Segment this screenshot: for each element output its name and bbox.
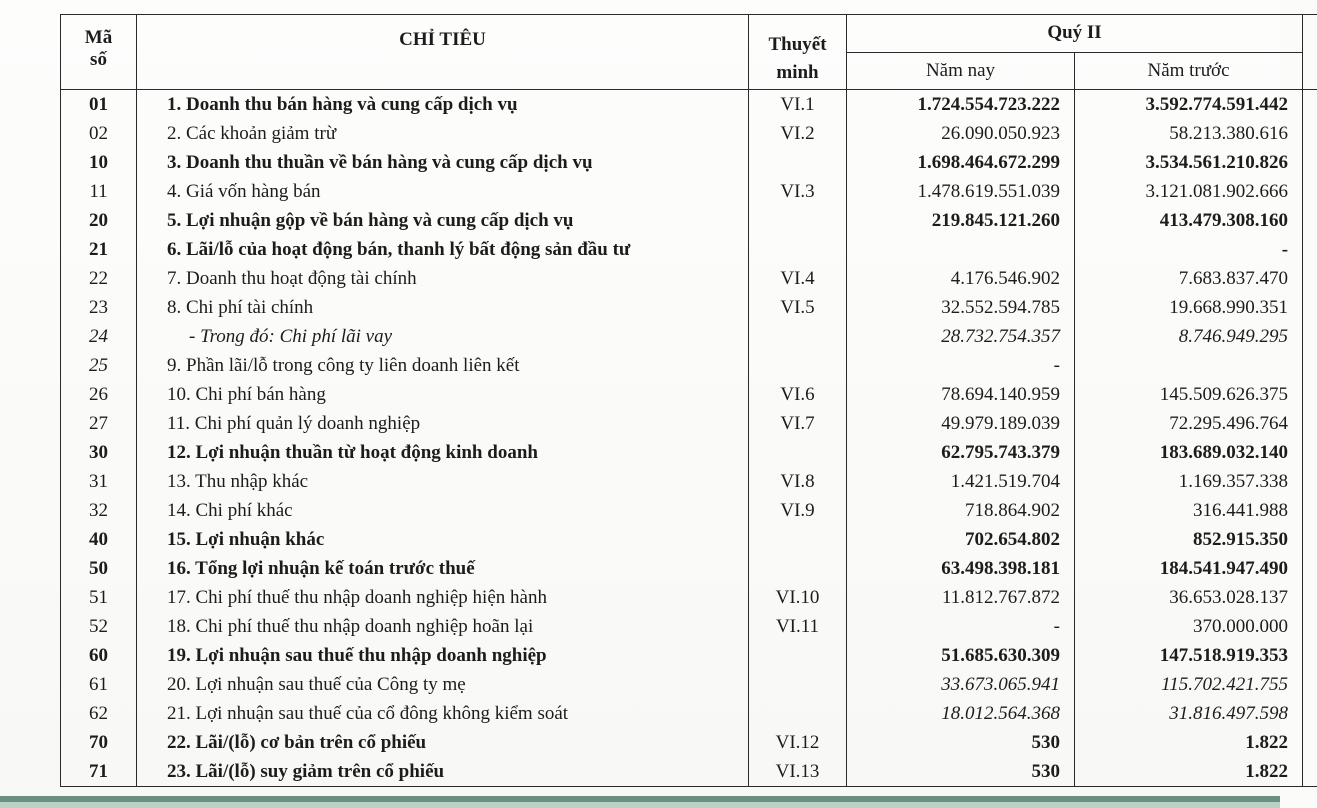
row-current-year-value: 1.724.554.723.222 xyxy=(847,90,1075,120)
row-previous-year-value: 72.295.496.764 xyxy=(1075,409,1303,438)
row-current-year-value: 219.845.121.260 xyxy=(847,206,1075,235)
row-previous-year-value: 7.683.837.470 xyxy=(1075,264,1303,293)
row-current-year-value: 51.685.630.309 xyxy=(847,641,1075,670)
row-indicator: 4. Giá vốn hàng bán xyxy=(137,177,749,206)
table-row xyxy=(61,235,1317,264)
row-indicator: 10. Chi phí bán hàng xyxy=(137,380,749,409)
row-previous-year-value: 115.702.421.755 xyxy=(1075,670,1303,699)
row-indicator: 16. Tổng lợi nhuận kế toán trước thuế xyxy=(137,554,749,583)
row-code: 50 xyxy=(61,554,137,583)
table-body xyxy=(61,90,1317,787)
table-row xyxy=(61,641,1317,670)
header-previous-year: Năm trước xyxy=(1075,52,1303,90)
row-code: 10 xyxy=(61,148,137,177)
income-statement-table xyxy=(60,14,1317,787)
row-edge xyxy=(1303,699,1317,728)
row-previous-year-value: 145.509.626.375 xyxy=(1075,380,1303,409)
row-edge xyxy=(1303,496,1317,525)
row-note: VI.3 xyxy=(749,177,847,206)
row-indicator: 6. Lãi/lỗ của hoạt động bán, thanh lý bất động sản đầu tư xyxy=(137,235,749,264)
table-row xyxy=(61,612,1317,641)
row-indicator: 22. Lãi/(lỗ) cơ bản trên cổ phiếu xyxy=(137,728,749,757)
row-edge xyxy=(1303,670,1317,699)
row-current-year-value: 702.654.802 xyxy=(847,525,1075,554)
row-note xyxy=(749,670,847,699)
table-row xyxy=(61,757,1317,787)
row-indicator: - Trong đó: Chi phí lãi vay xyxy=(137,322,749,351)
table-row xyxy=(61,293,1317,322)
row-indicator: 19. Lợi nhuận sau thuế thu nhập doanh nghiệp xyxy=(137,641,749,670)
table-row xyxy=(61,496,1317,525)
row-note: VI.12 xyxy=(749,728,847,757)
table-row xyxy=(61,351,1317,380)
row-note: VI.10 xyxy=(749,583,847,612)
row-note: VI.8 xyxy=(749,467,847,496)
row-current-year-value: 18.012.564.368 xyxy=(847,699,1075,728)
row-current-year-value: 33.673.065.941 xyxy=(847,670,1075,699)
row-current-year-value: 530 xyxy=(847,728,1075,757)
row-note xyxy=(749,554,847,583)
table-row xyxy=(61,264,1317,293)
row-code: 70 xyxy=(61,728,137,757)
row-previous-year-value: 3.121.081.902.666 xyxy=(1075,177,1303,206)
table-row xyxy=(61,380,1317,409)
row-note: VI.13 xyxy=(749,757,847,787)
row-note: VI.1 xyxy=(749,90,847,120)
row-code: 62 xyxy=(61,699,137,728)
row-note xyxy=(749,699,847,728)
row-edge xyxy=(1303,90,1317,120)
table-row xyxy=(61,148,1317,177)
row-code: 25 xyxy=(61,351,137,380)
row-indicator: 14. Chi phí khác xyxy=(137,496,749,525)
header-note xyxy=(749,15,847,90)
row-code: 60 xyxy=(61,641,137,670)
table-row xyxy=(61,322,1317,351)
row-indicator: 18. Chi phí thuế thu nhập doanh nghiệp hoãn lại xyxy=(137,612,749,641)
header-code-line2: số xyxy=(90,49,107,70)
row-code: 02 xyxy=(61,119,137,148)
row-note xyxy=(749,148,847,177)
header-note-line2: minh xyxy=(776,62,819,83)
row-indicator: 12. Lợi nhuận thuần từ hoạt động kinh doanh xyxy=(137,438,749,467)
row-previous-year-value: 370.000.000 xyxy=(1075,612,1303,641)
table-row xyxy=(61,525,1317,554)
row-indicator: 11. Chi phí quản lý doanh nghiệp xyxy=(137,409,749,438)
row-indicator: 15. Lợi nhuận khác xyxy=(137,525,749,554)
row-note: VI.11 xyxy=(749,612,847,641)
row-previous-year-value: 36.653.028.137 xyxy=(1075,583,1303,612)
row-indicator: 1. Doanh thu bán hàng và cung cấp dịch vụ xyxy=(137,90,749,120)
row-note: VI.4 xyxy=(749,264,847,293)
row-current-year-value: - xyxy=(847,612,1075,641)
row-note: VI.9 xyxy=(749,496,847,525)
row-code: 01 xyxy=(61,90,137,120)
header-edge xyxy=(1303,15,1317,90)
row-edge xyxy=(1303,119,1317,148)
row-code: 22 xyxy=(61,264,137,293)
row-note xyxy=(749,351,847,380)
row-note: VI.7 xyxy=(749,409,847,438)
row-indicator: 3. Doanh thu thuần về bán hàng và cung cấp dịch vụ xyxy=(137,148,749,177)
row-previous-year-value: 31.816.497.598 xyxy=(1075,699,1303,728)
row-indicator: 21. Lợi nhuận sau thuế của cổ đông không kiểm soát xyxy=(137,699,749,728)
row-edge xyxy=(1303,728,1317,757)
row-previous-year-value: 19.668.990.351 xyxy=(1075,293,1303,322)
table-row xyxy=(61,554,1317,583)
row-edge xyxy=(1303,525,1317,554)
row-edge xyxy=(1303,380,1317,409)
table-row xyxy=(61,438,1317,467)
table-row xyxy=(61,583,1317,612)
row-indicator: 17. Chi phí thuế thu nhập doanh nghiệp hiện hành xyxy=(137,583,749,612)
table-row xyxy=(61,177,1317,206)
header-code xyxy=(61,15,137,90)
row-previous-year-value: 1.822 xyxy=(1075,728,1303,757)
row-code: 27 xyxy=(61,409,137,438)
row-note xyxy=(749,525,847,554)
row-current-year-value: 1.421.519.704 xyxy=(847,467,1075,496)
row-current-year-value: 4.176.546.902 xyxy=(847,264,1075,293)
scan-edge-band-light xyxy=(0,802,1280,808)
header-code-line1: Mã xyxy=(84,27,113,48)
table-row xyxy=(61,728,1317,757)
row-previous-year-value xyxy=(1075,351,1303,380)
row-current-year-value: 63.498.398.181 xyxy=(847,554,1075,583)
row-current-year-value: 49.979.189.039 xyxy=(847,409,1075,438)
row-code: 40 xyxy=(61,525,137,554)
row-previous-year-value: 852.915.350 xyxy=(1075,525,1303,554)
row-note xyxy=(749,438,847,467)
row-code: 32 xyxy=(61,496,137,525)
row-previous-year-value: 8.746.949.295 xyxy=(1075,322,1303,351)
header-current-year: Năm nay xyxy=(847,52,1075,90)
row-edge xyxy=(1303,757,1317,787)
row-current-year-value: 530 xyxy=(847,757,1075,787)
row-edge xyxy=(1303,264,1317,293)
row-previous-year-value: 147.518.919.353 xyxy=(1075,641,1303,670)
row-edge xyxy=(1303,351,1317,380)
row-code: 30 xyxy=(61,438,137,467)
row-code: 71 xyxy=(61,757,137,787)
row-edge xyxy=(1303,322,1317,351)
row-code: 51 xyxy=(61,583,137,612)
row-current-year-value: 32.552.594.785 xyxy=(847,293,1075,322)
row-note xyxy=(749,206,847,235)
row-edge xyxy=(1303,467,1317,496)
row-note: VI.2 xyxy=(749,119,847,148)
row-current-year-value: 62.795.743.379 xyxy=(847,438,1075,467)
row-previous-year-value: 58.213.380.616 xyxy=(1075,119,1303,148)
row-edge xyxy=(1303,554,1317,583)
row-current-year-value: 26.090.050.923 xyxy=(847,119,1075,148)
row-current-year-value: 28.732.754.357 xyxy=(847,322,1075,351)
row-previous-year-value: 1.169.357.338 xyxy=(1075,467,1303,496)
row-edge xyxy=(1303,206,1317,235)
row-edge xyxy=(1303,148,1317,177)
row-edge xyxy=(1303,235,1317,264)
row-previous-year-value: 413.479.308.160 xyxy=(1075,206,1303,235)
row-edge xyxy=(1303,177,1317,206)
row-code: 52 xyxy=(61,612,137,641)
row-indicator: 5. Lợi nhuận gộp về bán hàng và cung cấp dịch vụ xyxy=(137,206,749,235)
row-previous-year-value: - xyxy=(1075,235,1303,264)
row-note: VI.6 xyxy=(749,380,847,409)
row-current-year-value: 11.812.767.872 xyxy=(847,583,1075,612)
row-current-year-value: - xyxy=(847,351,1075,380)
row-code: 21 xyxy=(61,235,137,264)
table-row xyxy=(61,90,1317,120)
header-note-line1: Thuyết xyxy=(768,34,827,55)
table-row xyxy=(61,670,1317,699)
row-previous-year-value: 183.689.032.140 xyxy=(1075,438,1303,467)
table-row xyxy=(61,119,1317,148)
row-current-year-value: 718.864.902 xyxy=(847,496,1075,525)
row-previous-year-value: 3.534.561.210.826 xyxy=(1075,148,1303,177)
row-code: 23 xyxy=(61,293,137,322)
row-previous-year-value: 316.441.988 xyxy=(1075,496,1303,525)
row-indicator: 8. Chi phí tài chính xyxy=(137,293,749,322)
table-row xyxy=(61,699,1317,728)
row-indicator: 9. Phần lãi/lỗ trong công ty liên doanh liên kết xyxy=(137,351,749,380)
row-note xyxy=(749,322,847,351)
row-edge xyxy=(1303,612,1317,641)
row-code: 20 xyxy=(61,206,137,235)
row-note xyxy=(749,235,847,264)
row-edge xyxy=(1303,583,1317,612)
row-note: VI.5 xyxy=(749,293,847,322)
row-note xyxy=(749,641,847,670)
row-code: 31 xyxy=(61,467,137,496)
row-current-year-value xyxy=(847,235,1075,264)
row-current-year-value: 1.698.464.672.299 xyxy=(847,148,1075,177)
row-current-year-value: 78.694.140.959 xyxy=(847,380,1075,409)
header-indicator: CHỈ TIÊU xyxy=(137,15,749,90)
row-edge xyxy=(1303,293,1317,322)
row-indicator: 7. Doanh thu hoạt động tài chính xyxy=(137,264,749,293)
header-quarter: Quý II xyxy=(847,15,1303,53)
row-previous-year-value: 1.822 xyxy=(1075,757,1303,787)
table-row xyxy=(61,206,1317,235)
row-code: 61 xyxy=(61,670,137,699)
row-edge xyxy=(1303,438,1317,467)
table-row xyxy=(61,467,1317,496)
row-edge xyxy=(1303,409,1317,438)
row-indicator: 20. Lợi nhuận sau thuế của Công ty mẹ xyxy=(137,670,749,699)
row-current-year-value: 1.478.619.551.039 xyxy=(847,177,1075,206)
row-indicator: 23. Lãi/(lỗ) suy giảm trên cổ phiếu xyxy=(137,757,749,787)
row-previous-year-value: 3.592.774.591.442 xyxy=(1075,90,1303,120)
row-code: 11 xyxy=(61,177,137,206)
row-indicator: 2. Các khoản giảm trừ xyxy=(137,119,749,148)
row-code: 26 xyxy=(61,380,137,409)
row-previous-year-value: 184.541.947.490 xyxy=(1075,554,1303,583)
table-row xyxy=(61,409,1317,438)
row-edge xyxy=(1303,641,1317,670)
row-indicator: 13. Thu nhập khác xyxy=(137,467,749,496)
row-code: 24 xyxy=(61,322,137,351)
